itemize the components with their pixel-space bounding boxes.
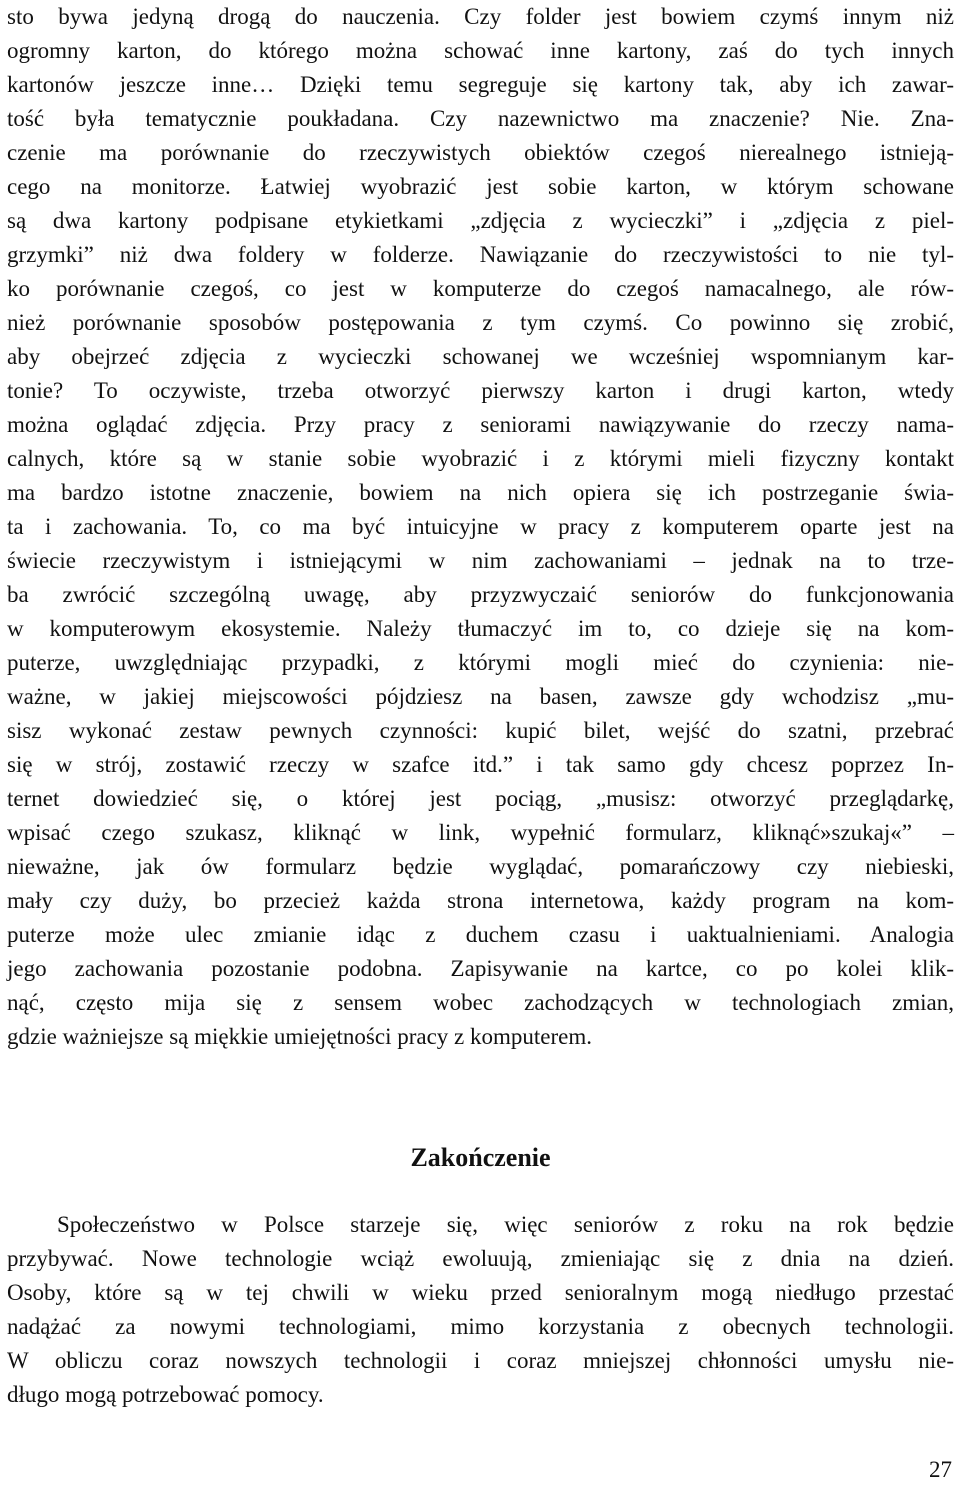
text-line: sto bywa jedyną drogą do nauczenia. Czy folder jest bowiem czymś innym niż [7,4,954,29]
text-line: nąć, często mija się z sensem wobec zachodzących w technologiach zmian, [7,990,954,1015]
page-number: 27 [929,1457,952,1482]
text-line: puterze może ulec zmianie idąc z duchem czasu i uaktualnieniami. Analogia [7,922,954,947]
text-line: ternet dowiedzieć się, o której jest pociąg, „musisz: otworzyć przeglądarkę, [7,786,954,811]
text-line: calnych, które są w stanie sobie wyobrazić i z którymi mieli fizyczny kontakt [7,446,954,471]
text-line: można oglądać zdjęcia. Przy pracy z seniorami nawiązywanie do rzeczy nama- [7,412,954,437]
text-line: ważne, w jakiej miejscowości pójdziesz na basen, zawsze gdy wchodzisz „mu- [7,684,954,709]
text-line: są dwa kartony podpisane etykietkami „zdjęcia z wycieczki” i „zdjęcia z piel- [7,208,954,233]
text-line: grzymki” niż dwa foldery w folderze. Nawiązanie do rzeczywistości to nie tyl- [7,242,954,267]
text-line: ogromny karton, do którego można schować inne kartony, zaś do tych innych [7,38,954,63]
text-line: W obliczu coraz nowszych technologii i coraz mniejszej chłonności umysłu nie- [7,1348,954,1373]
text-line: się w strój, zostawić rzeczy w szafce itd.” i tak samo gdy chcesz poprzez In- [7,752,954,777]
text-line: cego na monitorze. Łatwiej wyobrazić jest sobie karton, w którym schowane [7,174,954,199]
text-line: świecie rzeczywistym i istniejącymi w nim zachowaniami – jednak na to trze- [7,548,954,573]
text-line: wpisać czego szukasz, kliknąć w link, wypełnić formularz, kliknąć»szukaj«” – [7,820,954,845]
text-line: tonie? To oczywiste, trzeba otworzyć pierwszy karton i drugi karton, wtedy [7,378,954,403]
text-line: w komputerowym ekosystemie. Należy tłumaczyć im to, co dzieje się na kom- [7,616,954,641]
section-heading: Zakończenie [410,1143,551,1172]
text-line: kartonów jeszcze inne… Dzięki temu segreguje się kartony tak, aby ich zawar- [7,72,954,97]
text-line: nieważne, jak ów formularz będzie wyglądać, pomarańczowy czy niebieski, [7,854,954,879]
text-line: przybywać. Nowe technologie wciąż ewoluują, zmieniając się z dnia na dzień. [7,1246,954,1271]
text-line: tość była tematycznie poukładana. Czy nazewnictwo ma znaczenie? Nie. Zna- [7,106,954,131]
text-line: czenie ma porównanie do rzeczywistych obiektów czegoś nierealnego istnieją- [7,140,954,165]
text-line: ta i zachowania. To, co ma być intuicyjne w pracy z komputerem oparte jest na [7,514,954,539]
text-line: sisz wykonać zestaw pewnych czynności: kupić bilet, wejść do szatni, przebrać [7,718,954,743]
text-line: Osoby, które są w tej chwili w wieku przed senioralnym mogą niedługo przestać [7,1280,954,1305]
text-line: puterze, uwzględniając przypadki, z którymi mogli mieć do czynienia: nie- [7,650,954,675]
text-line: ba zwrócić szczególną uwagę, aby przyzwyczaić seniorów do funkcjonowania [7,582,954,607]
text-line: mały czy duży, bo przecież każda strona internetowa, każdy program na kom- [7,888,954,913]
text-line-last: długo mogą potrzebować pomocy. [7,1382,324,1407]
text-line: aby obejrzeć zdjęcia z wycieczki schowanej we wcześniej wspomnianym kar- [7,344,954,369]
text-line: ma bardzo istotne znaczenie, bowiem na nich opiera się ich postrzeganie świa- [7,480,954,505]
text-line: nadążać za nowymi technologiami, mimo korzystania z obecnych technologii. [7,1314,954,1339]
text-line: jego zachowania pozostanie podobna. Zapisywanie na kartce, co po kolei klik- [7,956,954,981]
text-line: ko porównanie czegoś, co jest w komputerze do czegoś namacalnego, ale rów- [7,276,954,301]
text-line-last: gdzie ważniejsze są miękkie umiejętności pracy z komputerem. [7,1024,592,1049]
text-line: Społeczeństwo w Polsce starzeje się, więc seniorów z roku na rok będzie [57,1212,954,1237]
text-line: nież porównanie sposobów postępowania z tym czymś. Co powinno się zrobić, [7,310,954,335]
